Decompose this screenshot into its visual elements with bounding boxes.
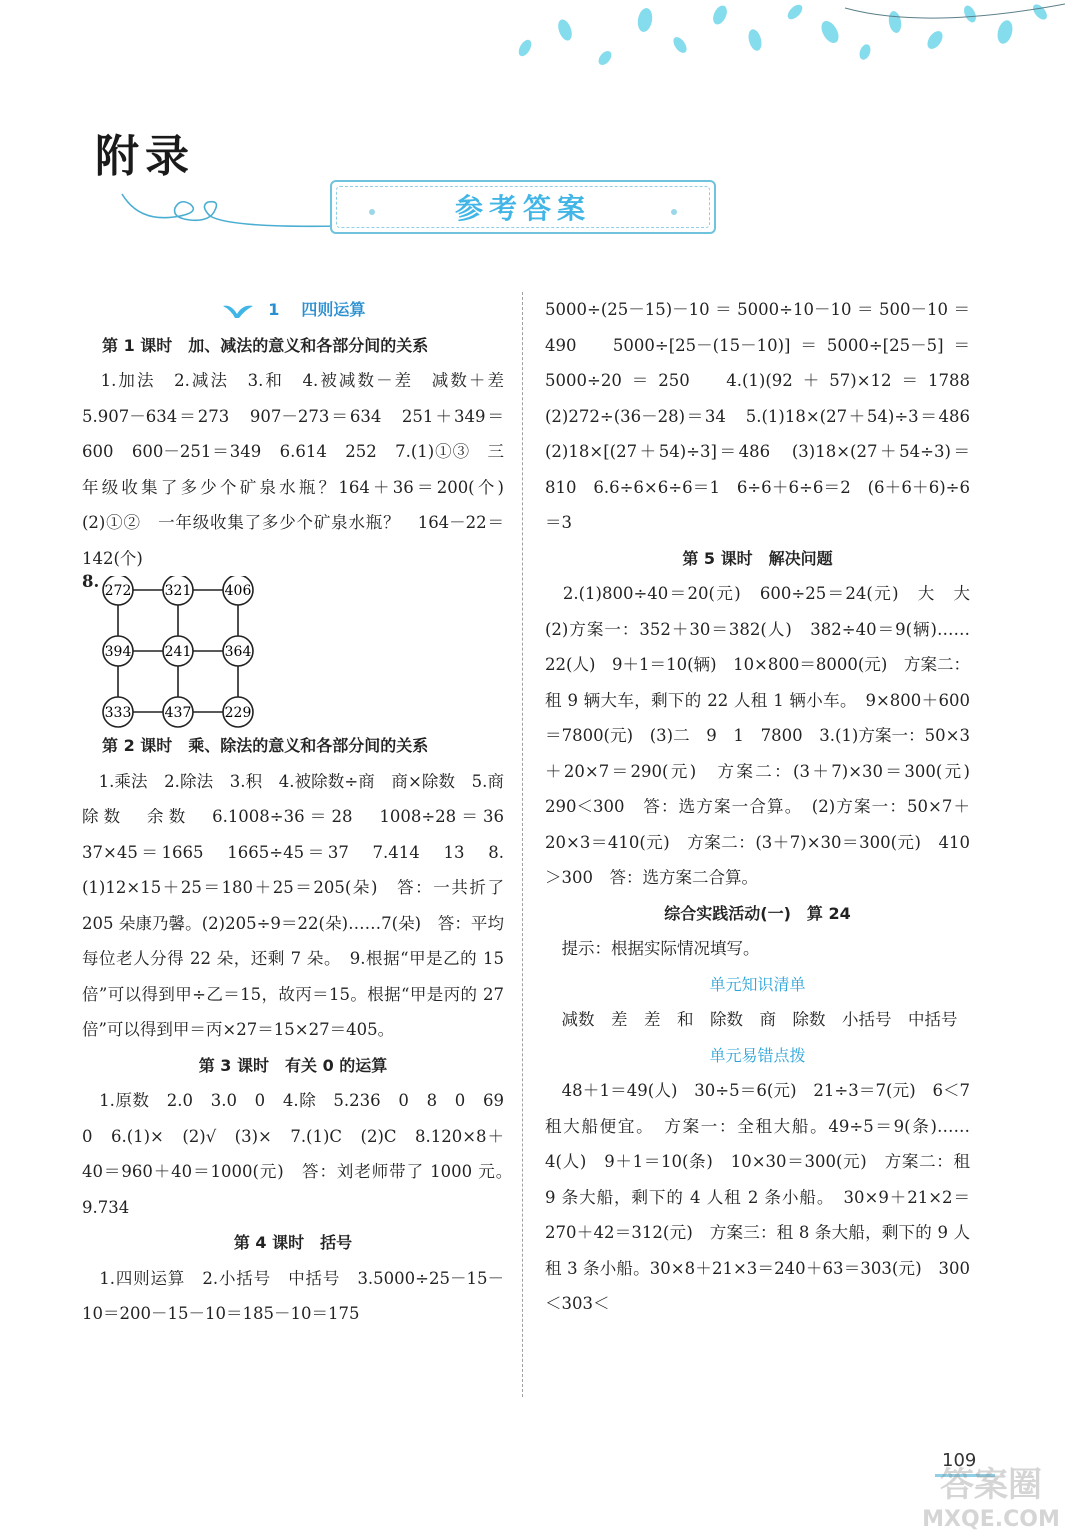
lesson2-answers: 1.乘法 2.除法 3.积 4.被除数÷商 商×除数 5.商 除数 余数 6.1008÷36＝28 1008÷28＝36 37×45＝1665 1665÷45＝37 7.414 13 8.(1)12×15＋25＝180＋25＝205(朵) 答：一共折了 205 朵康乃馨。(2)205÷9＝22(朵)……7(朵) 答：平均每位老人分得 22 朵，还剩 7 朵。 9.根据“甲是乙的 15 倍”可以得到甲÷乙＝15，故丙＝15。根据“甲是丙的 27 倍”可以得到甲＝丙×27＝15×27＝405。: [82, 771, 521, 1039]
svg-text:MXQE.COM: MXQE.COM: [922, 1507, 1060, 1532]
lesson3-answers: 1.原数 2.0 3.0 0 4.除 5.236 0 8 0 69 0 6.(1)× (2)√ (3)× 7.(1)C (2)C 8.120×8＋40＝960＋40＝1000(元) 答：刘老师带了 1000 元。 9.734: [82, 1091, 521, 1217]
grid-node-value: 241: [164, 644, 192, 660]
knowledge-answers: 减数 差 差 和 除数 商 除数 小括号 中括号: [545, 1010, 958, 1029]
watermark-logo: [921, 1454, 1061, 1534]
grid-node-value: 437: [164, 705, 192, 721]
activity-heading: 综合实践活动(一) 算 24: [664, 903, 851, 923]
unit-heading: [82, 292, 504, 328]
lesson4-answers: 1.四则运算 2.小括号 中括号 3.5000÷25－15－10＝200－15－10＝185－10＝175: [82, 1268, 504, 1323]
unit-number: 1: [268, 300, 280, 319]
lesson2-heading: 第 2 课时 乘、除法的意义和各部分间的关系: [102, 736, 429, 755]
column-divider: [522, 292, 523, 1397]
lesson5-heading: 第 5 课时 解决问题: [682, 548, 833, 568]
number-grid: [82, 572, 504, 728]
mistakes-answers: 48＋1＝49(人) 30÷5＝6(元) 21÷3＝7(元) 6＜7 租大船便宜。 方案一：全租大船。49÷5＝9(条)……4(人) 9＋1＝10(条) 10×30＝300(元) 方案二：租 9 条大船，剩下的 4 人租 2 条小船。 30×9＋21×2＝270＋42＝312(元) 方案三：租 8 条大船，剩下的 9 人租 3 条小船。30×8＋21×3＝240＋63＝303(元) 300＜303＜: [545, 1081, 987, 1313]
grid-node-value: 272: [104, 583, 132, 599]
answer-banner: [330, 180, 716, 234]
mistakes-heading: 单元易错点拨: [709, 1045, 806, 1065]
lesson3-heading: 第 3 课时 有关 0 的运算: [198, 1055, 388, 1075]
grid-node-value: 229: [224, 705, 252, 721]
unit-title: 四则运算: [301, 300, 366, 319]
grid-node-value: 406: [224, 583, 252, 599]
bird-icon: [221, 302, 255, 320]
grid-node-value: 321: [164, 583, 192, 599]
grid-node-value: 333: [104, 705, 132, 721]
grid-node-value: 364: [224, 644, 252, 660]
banner-title: 参考答案: [454, 192, 591, 225]
left-column: [82, 292, 521, 1332]
lesson5-answers: 2.(1)800÷40＝20(元) 600÷25＝24(元) 大 大 (2)方案一：352＋30＝382(人) 382÷40＝9(辆)……22(人) 9＋1＝10(辆) 10×800＝8000(元) 方案二：租 9 辆大车，剩下的 22 人租 1 辆小车。 9×800＋600＝7800(元) (3)二 9 1 7800 3.(1)方案一：50×3＋20×7＝290(元) 方案二：(3＋7)×30＝300(元) 290＜300 答：选方案一合算。 (2)方案一：50×7＋20×3＝410(元) 方案二：(3＋7)×30＝300(元) 410＞300 答：选方案二合算。: [545, 584, 987, 887]
grid-node-value: 394: [104, 644, 132, 660]
lesson1-heading: 第 1 课时 加、减法的意义和各部分间的关系: [102, 335, 429, 355]
svg-text:答案圈: 答案圈: [940, 1465, 1042, 1505]
question-8-label: 8.: [82, 572, 100, 591]
page-number: 109: [942, 1450, 977, 1471]
lesson4-heading: 第 4 课时 括号: [233, 1233, 353, 1252]
right-column: [545, 292, 987, 1322]
leaves-decoration: [465, 0, 1065, 80]
activity-answers: 提示：根据实际情况填写。: [545, 939, 760, 958]
knowledge-heading: 单元知识清单: [709, 974, 806, 994]
lesson4-continued: 5000÷(25－15)－10＝5000÷10－10＝500－10＝490 5000÷[25－(15－10)]＝5000÷[25－5]＝5000÷20＝250 4.(1)(92＋57)×12＝1788 (2)272÷(36－28)＝34 5.(1)18×(27＋54)÷3＝486 (2)18×[(27＋54)÷3]＝486 (3)18×(27＋54÷3)＝810 6.6÷6×6÷6＝1 6÷6＋6÷6＝2 (6＋6＋6)÷6＝3: [545, 300, 987, 532]
lesson1-answers: 1.加法 2.减法 3.和 4.被减数－差 减数＋差 5.907－634＝273 907－273＝634 251＋349＝600 600－251＝349 6.614 252 7.(1)①③ 三年级收集了多少个矿泉水瓶？164＋36＝200(个) (2)①② 一年级收集了多少个矿泉水瓶？ 164－22＝142(个): [82, 371, 521, 568]
swirl-decoration: [120, 186, 340, 232]
number-grid-diagram: [96, 576, 276, 728]
page-title: 附录: [95, 131, 195, 182]
